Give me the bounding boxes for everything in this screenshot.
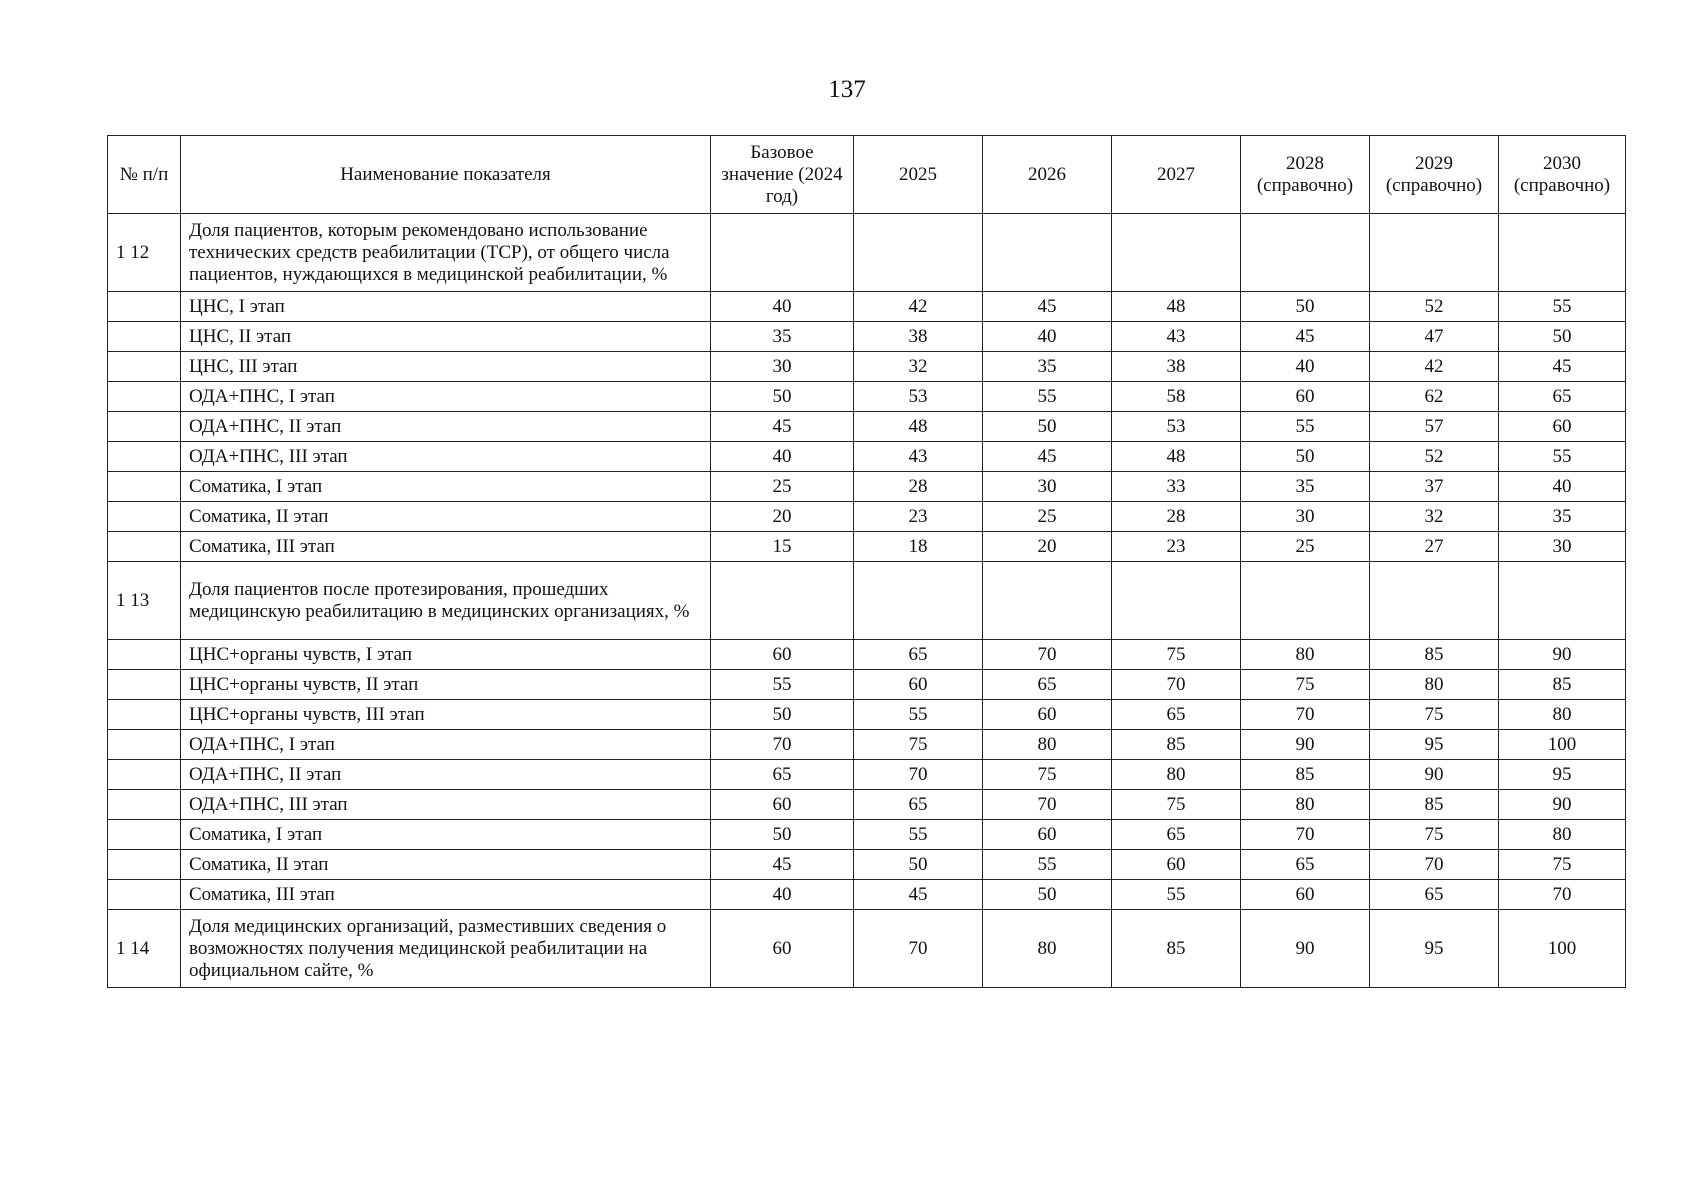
- value-2029: 90: [1370, 760, 1499, 790]
- row-number: [108, 382, 181, 412]
- value-2028: 25: [1241, 532, 1370, 562]
- value-2030: 95: [1499, 760, 1626, 790]
- value-2028: 60: [1241, 880, 1370, 910]
- value-2026: 70: [983, 640, 1112, 670]
- value-2030: 80: [1499, 700, 1626, 730]
- row-number: 1 13: [108, 562, 181, 640]
- table-row: [108, 850, 1626, 880]
- value-2030: [1499, 214, 1626, 292]
- base-value: 60: [711, 790, 854, 820]
- value-2027: 33: [1112, 472, 1241, 502]
- indicator-name: ЦНС, I этап: [181, 292, 711, 322]
- value-2026: 25: [983, 502, 1112, 532]
- value-2030: 55: [1499, 292, 1626, 322]
- indicator-name: ОДА+ПНС, III этап: [181, 442, 711, 472]
- value-2028: 50: [1241, 442, 1370, 472]
- table-row: [108, 670, 1626, 700]
- table-header-row: [108, 136, 1626, 214]
- value-2028: 85: [1241, 760, 1370, 790]
- base-value: 15: [711, 532, 854, 562]
- indicator-name: Доля пациентов после протезирования, прошедших медицинскую реабилитацию в медицинских организациях, %: [181, 562, 711, 640]
- value-2030: 100: [1499, 730, 1626, 760]
- value-2027: 48: [1112, 292, 1241, 322]
- value-2030: 70: [1499, 880, 1626, 910]
- value-2026: 65: [983, 670, 1112, 700]
- value-2030: 35: [1499, 502, 1626, 532]
- value-2028: 30: [1241, 502, 1370, 532]
- value-2025: 45: [854, 880, 983, 910]
- indicator-name: ОДА+ПНС, II этап: [181, 760, 711, 790]
- value-2025: 65: [854, 790, 983, 820]
- table-row: [108, 502, 1626, 532]
- value-2029: 52: [1370, 442, 1499, 472]
- indicator-name: Соматика, III этап: [181, 880, 711, 910]
- indicator-name: ЦНС+органы чувств, I этап: [181, 640, 711, 670]
- value-2025: 23: [854, 502, 983, 532]
- table-body: [108, 214, 1626, 988]
- row-number: [108, 760, 181, 790]
- base-value: 60: [711, 640, 854, 670]
- value-2028: 90: [1241, 910, 1370, 988]
- value-2027: 65: [1112, 700, 1241, 730]
- value-2026: 45: [983, 292, 1112, 322]
- indicator-name: Соматика, I этап: [181, 820, 711, 850]
- base-value: 50: [711, 820, 854, 850]
- value-2026: 55: [983, 382, 1112, 412]
- value-2025: 55: [854, 820, 983, 850]
- base-value: [711, 214, 854, 292]
- indicator-name: ОДА+ПНС, III этап: [181, 790, 711, 820]
- value-2029: 62: [1370, 382, 1499, 412]
- base-value: 65: [711, 760, 854, 790]
- row-number: [108, 700, 181, 730]
- header-base-value: Базовое значение (2024 год): [711, 136, 854, 214]
- value-2029: 75: [1370, 700, 1499, 730]
- row-number: [108, 352, 181, 382]
- value-2026: 55: [983, 850, 1112, 880]
- value-2028: 35: [1241, 472, 1370, 502]
- table-row: [108, 442, 1626, 472]
- value-2027: 53: [1112, 412, 1241, 442]
- value-2028: 75: [1241, 670, 1370, 700]
- table-row: [108, 760, 1626, 790]
- table-row: [108, 214, 1626, 292]
- value-2027: 55: [1112, 880, 1241, 910]
- value-2030: 90: [1499, 640, 1626, 670]
- value-2025: 75: [854, 730, 983, 760]
- value-2025: 53: [854, 382, 983, 412]
- value-2029: 85: [1370, 640, 1499, 670]
- table-row: [108, 730, 1626, 760]
- value-2026: 40: [983, 322, 1112, 352]
- value-2030: 30: [1499, 532, 1626, 562]
- row-number: [108, 730, 181, 760]
- header-2029: 2029 (справочно): [1370, 136, 1499, 214]
- value-2026: [983, 214, 1112, 292]
- base-value: 50: [711, 700, 854, 730]
- value-2028: 70: [1241, 820, 1370, 850]
- value-2026: 45: [983, 442, 1112, 472]
- table-row: [108, 562, 1626, 640]
- value-2028: 65: [1241, 850, 1370, 880]
- value-2029: 65: [1370, 880, 1499, 910]
- base-value: 35: [711, 322, 854, 352]
- table-row: [108, 352, 1626, 382]
- indicator-name: Доля пациентов, которым рекомендовано использование технических средств реабилитации (ТСР), от общего числа пациентов, нуждающихся в медицинской реабилитации, %: [181, 214, 711, 292]
- row-number: 1 12: [108, 214, 181, 292]
- value-2026: 35: [983, 352, 1112, 382]
- value-2027: 23: [1112, 532, 1241, 562]
- value-2029: 52: [1370, 292, 1499, 322]
- value-2025: 70: [854, 910, 983, 988]
- indicator-name: Доля медицинских организаций, разместивших сведения о возможностях получения медицинской реабилитации на официальном сайте, %: [181, 910, 711, 988]
- header-2028: 2028 (справочно): [1241, 136, 1370, 214]
- page-number: 137: [828, 76, 866, 103]
- value-2029: 57: [1370, 412, 1499, 442]
- value-2029: [1370, 214, 1499, 292]
- base-value: 40: [711, 880, 854, 910]
- value-2028: 90: [1241, 730, 1370, 760]
- base-value: 60: [711, 910, 854, 988]
- value-2026: [983, 562, 1112, 640]
- value-2030: 60: [1499, 412, 1626, 442]
- row-number: [108, 322, 181, 352]
- value-2028: [1241, 214, 1370, 292]
- value-2029: 32: [1370, 502, 1499, 532]
- value-2029: 42: [1370, 352, 1499, 382]
- value-2026: 80: [983, 910, 1112, 988]
- value-2028: 55: [1241, 412, 1370, 442]
- indicator-name: ЦНС+органы чувств, III этап: [181, 700, 711, 730]
- value-2027: [1112, 214, 1241, 292]
- row-number: [108, 532, 181, 562]
- indicator-name: ЦНС, II этап: [181, 322, 711, 352]
- indicator-name: ОДА+ПНС, I этап: [181, 382, 711, 412]
- value-2027: 60: [1112, 850, 1241, 880]
- table-row: [108, 472, 1626, 502]
- value-2025: [854, 562, 983, 640]
- value-2028: 50: [1241, 292, 1370, 322]
- value-2027: 65: [1112, 820, 1241, 850]
- value-2028: 70: [1241, 700, 1370, 730]
- value-2030: 55: [1499, 442, 1626, 472]
- value-2029: 27: [1370, 532, 1499, 562]
- value-2025: 32: [854, 352, 983, 382]
- value-2030: 90: [1499, 790, 1626, 820]
- value-2030: 65: [1499, 382, 1626, 412]
- value-2029: [1370, 562, 1499, 640]
- indicator-name: ОДА+ПНС, I этап: [181, 730, 711, 760]
- value-2026: 70: [983, 790, 1112, 820]
- base-value: 45: [711, 412, 854, 442]
- table-row: [108, 820, 1626, 850]
- value-2025: 28: [854, 472, 983, 502]
- value-2029: 47: [1370, 322, 1499, 352]
- value-2030: 85: [1499, 670, 1626, 700]
- row-number: [108, 820, 181, 850]
- base-value: 20: [711, 502, 854, 532]
- value-2025: 48: [854, 412, 983, 442]
- value-2029: 70: [1370, 850, 1499, 880]
- value-2026: 50: [983, 412, 1112, 442]
- value-2027: 75: [1112, 640, 1241, 670]
- base-value: 45: [711, 850, 854, 880]
- base-value: 50: [711, 382, 854, 412]
- value-2027: 38: [1112, 352, 1241, 382]
- row-number: [108, 292, 181, 322]
- table-row: [108, 640, 1626, 670]
- base-value: 70: [711, 730, 854, 760]
- indicators-table: [107, 135, 1626, 988]
- row-number: [108, 850, 181, 880]
- value-2028: 45: [1241, 322, 1370, 352]
- indicator-name: Соматика, II этап: [181, 502, 711, 532]
- value-2030: [1499, 562, 1626, 640]
- row-number: [108, 670, 181, 700]
- table-row: [108, 322, 1626, 352]
- value-2027: 85: [1112, 910, 1241, 988]
- value-2030: 75: [1499, 850, 1626, 880]
- value-2029: 95: [1370, 910, 1499, 988]
- value-2027: 70: [1112, 670, 1241, 700]
- value-2028: 60: [1241, 382, 1370, 412]
- value-2028: 80: [1241, 640, 1370, 670]
- value-2027: 43: [1112, 322, 1241, 352]
- value-2027: 58: [1112, 382, 1241, 412]
- table-row: [108, 790, 1626, 820]
- value-2030: 40: [1499, 472, 1626, 502]
- table-row: [108, 700, 1626, 730]
- row-number: [108, 502, 181, 532]
- value-2027: 85: [1112, 730, 1241, 760]
- table-row: [108, 910, 1626, 988]
- base-value: 30: [711, 352, 854, 382]
- value-2026: 80: [983, 730, 1112, 760]
- base-value: 55: [711, 670, 854, 700]
- indicator-name: ОДА+ПНС, II этап: [181, 412, 711, 442]
- value-2025: 43: [854, 442, 983, 472]
- value-2029: 75: [1370, 820, 1499, 850]
- row-number: [108, 442, 181, 472]
- value-2028: 40: [1241, 352, 1370, 382]
- row-number: [108, 640, 181, 670]
- value-2027: [1112, 562, 1241, 640]
- value-2026: 30: [983, 472, 1112, 502]
- value-2025: 70: [854, 760, 983, 790]
- value-2027: 80: [1112, 760, 1241, 790]
- header-2026: 2026: [983, 136, 1112, 214]
- value-2030: 50: [1499, 322, 1626, 352]
- value-2025: 60: [854, 670, 983, 700]
- row-number: 1 14: [108, 910, 181, 988]
- value-2029: 95: [1370, 730, 1499, 760]
- value-2025: 18: [854, 532, 983, 562]
- value-2028: [1241, 562, 1370, 640]
- value-2026: 60: [983, 820, 1112, 850]
- value-2029: 37: [1370, 472, 1499, 502]
- value-2028: 80: [1241, 790, 1370, 820]
- value-2026: 75: [983, 760, 1112, 790]
- value-2025: 65: [854, 640, 983, 670]
- value-2029: 85: [1370, 790, 1499, 820]
- value-2025: 38: [854, 322, 983, 352]
- value-2026: 50: [983, 880, 1112, 910]
- value-2027: 48: [1112, 442, 1241, 472]
- header-2027: 2027: [1112, 136, 1241, 214]
- value-2029: 80: [1370, 670, 1499, 700]
- header-indicator-name: Наименование показателя: [181, 136, 711, 214]
- indicator-name: ЦНС+органы чувств, II этап: [181, 670, 711, 700]
- value-2027: 28: [1112, 502, 1241, 532]
- indicator-name: Соматика, I этап: [181, 472, 711, 502]
- value-2030: 100: [1499, 910, 1626, 988]
- indicator-name: Соматика, III этап: [181, 532, 711, 562]
- base-value: 40: [711, 292, 854, 322]
- indicator-name: ЦНС, III этап: [181, 352, 711, 382]
- base-value: [711, 562, 854, 640]
- value-2025: 55: [854, 700, 983, 730]
- table-row: [108, 292, 1626, 322]
- header-2030: 2030 (справочно): [1499, 136, 1626, 214]
- value-2026: 60: [983, 700, 1112, 730]
- value-2025: 50: [854, 850, 983, 880]
- value-2025: 42: [854, 292, 983, 322]
- table-row: [108, 382, 1626, 412]
- row-number: [108, 472, 181, 502]
- table-row: [108, 532, 1626, 562]
- header-number: № п/п: [108, 136, 181, 214]
- value-2030: 80: [1499, 820, 1626, 850]
- indicator-name: Соматика, II этап: [181, 850, 711, 880]
- value-2027: 75: [1112, 790, 1241, 820]
- row-number: [108, 790, 181, 820]
- table-row: [108, 412, 1626, 442]
- row-number: [108, 880, 181, 910]
- table-row: [108, 880, 1626, 910]
- base-value: 40: [711, 442, 854, 472]
- value-2026: 20: [983, 532, 1112, 562]
- header-2025: 2025: [854, 136, 983, 214]
- value-2025: [854, 214, 983, 292]
- row-number: [108, 412, 181, 442]
- base-value: 25: [711, 472, 854, 502]
- value-2030: 45: [1499, 352, 1626, 382]
